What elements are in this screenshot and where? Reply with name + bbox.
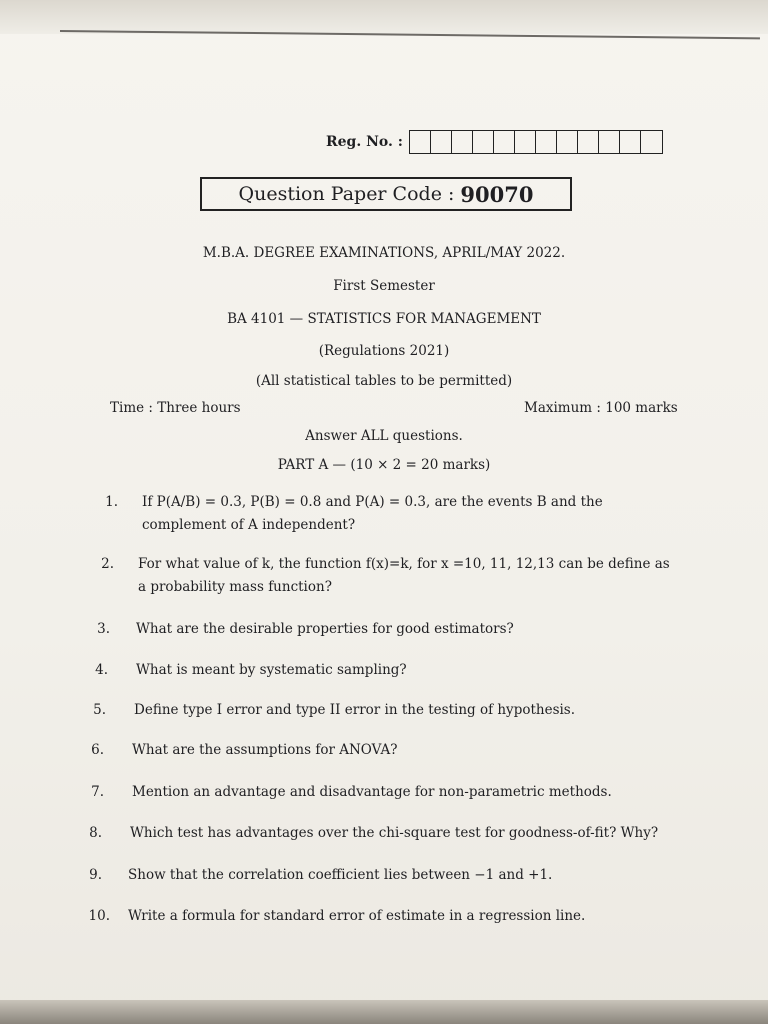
question-number: 6. [91, 742, 104, 758]
tables-note: (All statistical tables to be permitted) [255, 373, 513, 389]
question-text: For what value of k, the function f(x)=k, for x =10, 11, 12,13 can be define as [138, 556, 670, 572]
question-number: 5. [93, 702, 106, 718]
exam-title: M.B.A. DEGREE EXAMINATIONS, APRIL/MAY 2022. [202, 245, 566, 261]
question-number: 7. [91, 784, 104, 800]
question-text: Show that the correlation coefficient lies between −1 and +1. [128, 867, 553, 883]
reg-digit-box [431, 131, 452, 153]
question-number: 10. [88, 908, 110, 924]
regulations: (Regulations 2021) [318, 343, 450, 359]
question-paper-code [200, 177, 572, 211]
question-text: Write a formula for standard error of estimate in a regression line. [128, 908, 586, 924]
code-number: 90070 [460, 181, 534, 207]
question-number: 9. [89, 867, 102, 883]
question-number: 8. [89, 825, 102, 841]
question-text-cont: a probability mass function? [138, 579, 332, 595]
question-text-cont: complement of A independent? [142, 517, 356, 533]
instruction: Answer ALL questions. [305, 428, 463, 444]
maximum-marks: Maximum : 100 marks [524, 400, 678, 416]
reg-digit-box [410, 131, 431, 153]
question-text: Mention an advantage and disadvantage for non-parametric methods. [132, 784, 612, 800]
reg-digit-box [620, 131, 641, 153]
question-text: Which test has advantages over the chi-square test for goodness-of-fit? Why? [130, 825, 659, 841]
question-text: Define type I error and type II error in the testing of hypothesis. [134, 702, 576, 718]
question-number: 1. [105, 494, 118, 510]
reg-boxes [409, 130, 663, 154]
reg-digit-box [557, 131, 578, 153]
question-text: What is meant by systematic sampling? [136, 662, 407, 678]
semester: First Semester [333, 278, 435, 294]
part-heading: PART A — (10 × 2 = 20 marks) [277, 457, 491, 473]
reg-digit-box [452, 131, 473, 153]
question-number: 2. [101, 556, 114, 572]
reg-digit-box [599, 131, 620, 153]
reg-digit-box [515, 131, 536, 153]
course-title: BA 4101 — STATISTICS FOR MANAGEMENT [227, 311, 541, 327]
reg-digit-box [473, 131, 494, 153]
question-number: 3. [97, 621, 110, 637]
page-top-edge [0, 0, 768, 34]
question-text: What are the desirable properties for good estimators? [136, 621, 514, 637]
question-text: If P(A/B) = 0.3, P(B) = 0.8 and P(A) = 0.3, are the events B and the [142, 494, 603, 510]
question-number: 4. [95, 662, 108, 678]
reg-digit-box [641, 131, 662, 153]
reg-digit-box [494, 131, 515, 153]
reg-label: Reg. No. : [326, 134, 403, 150]
registration-number [326, 130, 663, 154]
question-text: What are the assumptions for ANOVA? [132, 742, 398, 758]
reg-digit-box [578, 131, 599, 153]
page-bottom-edge [0, 1000, 768, 1024]
time-allowed: Time : Three hours [110, 400, 241, 416]
code-label: Question Paper Code : [238, 183, 455, 205]
reg-digit-box [536, 131, 557, 153]
